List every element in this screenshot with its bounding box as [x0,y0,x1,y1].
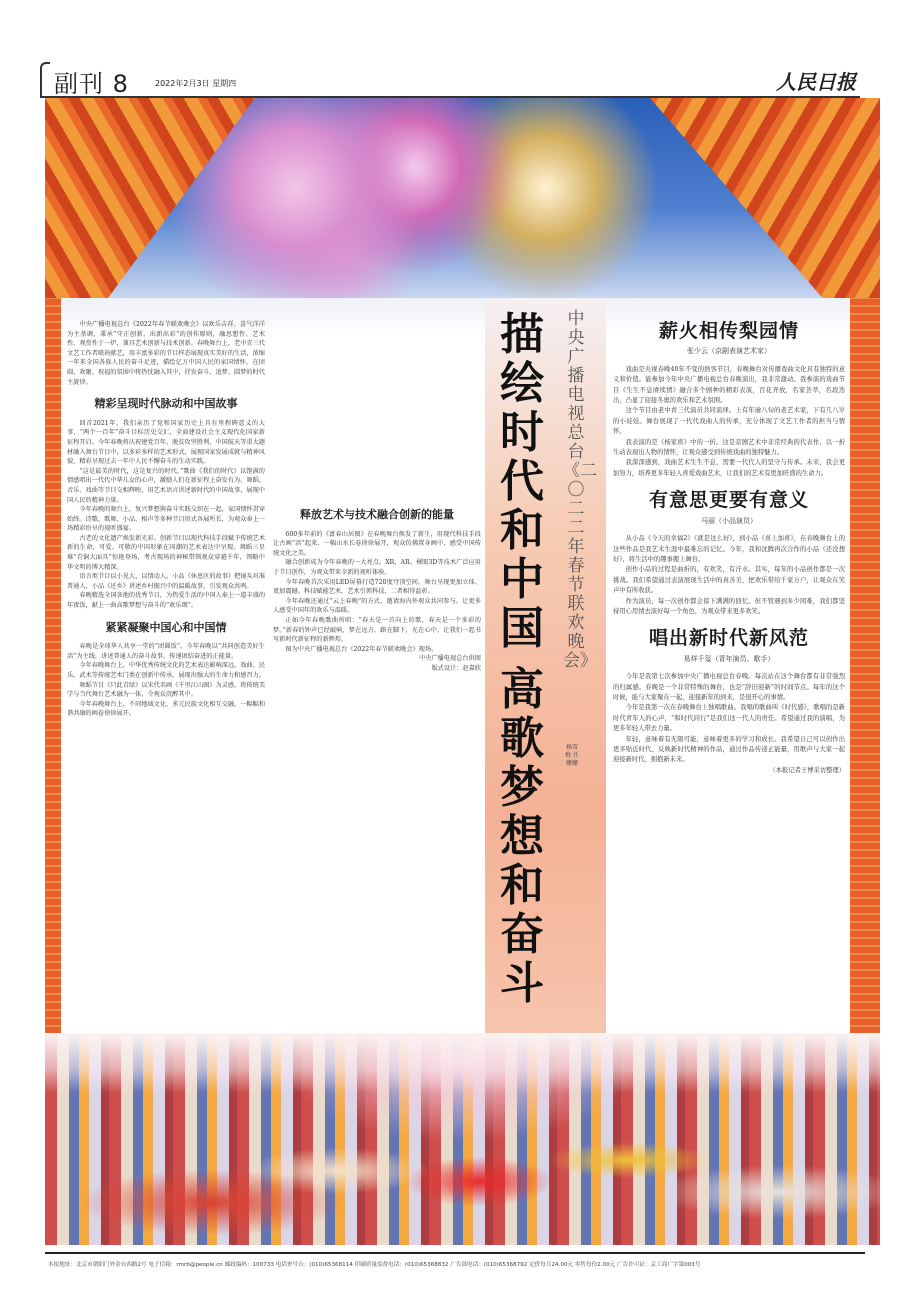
paragraph: 今年春晚舞台上，中华优秀传统文化的艺术表达影响深远。戏曲、民乐、武术等传统艺术门类在创新中传承，展现出强大的生命力和感召力。 [67,662,266,679]
section-name [54,64,129,99]
paragraph: 年轻，意味着有无限可能，意味着更多的学习和成长。我希望自己可以创作出更多贴近时代、反映新时代精神的作品，通过作品传递正能量，用歌声与大家一起迎接新时代、拥抱新未来。 [613,735,845,764]
essay-author-2: 马丽（小品演员） [701,516,757,525]
section-heading-3: 释放艺术与技术融合创新的能量 [300,508,454,521]
paragraph: “这是最美的时代，这是复兴的时代。”歌曲《我们的时代》以饱满的情感唱出一代代中华儿女的心声，激励人们在新征程上奋发有为。舞蹈、音乐、戏曲等节目交相辉映，用艺术语言讲述新时代的中国故事，展现中国人民的精神力量。 [67,467,265,504]
article-area [61,298,850,1033]
paragraph: 古老的文化遗产焕发新光彩。创新节目以现代科技手段赋予传统艺术新的生命，可爱、可敬的中国形象在国潮的艺术表达中呈现。舞蹈三星堆“青铜大面具”惊艳登场，考古现场的神秘带领观众穿越千年，领略中华文明的博大精深。 [67,534,266,571]
paragraph: 正如今年春晚歌曲所唱：“春天是一首向上的歌，春天是一个多彩的梦。”新春的钟声已经敲响，梦在远方，路在脚下，光在心中，让我们一起书写新时代新征程的新辉煌。 [273,616,481,644]
article-column-1 [67,320,265,719]
paragraph: 回首2021年，我们亲历了党和国家历史上具有里程碑意义的大事，“两个一百年”奋斗目标历史交汇，全面建设社会主义现代化国家新征程开启。今年春晚将庆祝建党百年、脱贫攻坚胜利、中国航天等重大题材融入舞台节目中，以多彩多样的艺术形式，展现国家发展成就与精神风貌，精彩呈现过去一年中人民不懈奋斗的生动实践。 [67,419,265,466]
paragraph: 创作小品的过程是曲折的，有欢笑，有汗水。其实，每年的小品创作都是一次挑战。我们希望通过表演展现生活中的真善美，把欢乐带给千家万户，让观众在笑声中有所收获。 [613,566,845,595]
paragraph: 舞蹈节目《只此青绿》以宋代名画《千里江山图》为灵感，将传统美学与当代舞台艺术融为一体，令观众沉醉其中。 [67,681,266,699]
paragraph: 这个节目由老中青三代演员共同演绎。上有年逾八旬的老艺术家，下有几八岁的小娃娃。舞台展现了一代代戏曲人的传承，充分体现了文艺工作者的担当与情怀。 [613,407,845,436]
masthead-logo: 人民日报 [776,70,856,94]
essay-title-2: 有意思更要有意义 [648,489,809,512]
article-column-2 [273,320,481,674]
section-heading-2: 紧紧凝聚中国心和中国情 [105,620,227,634]
footer-rule [45,1252,865,1254]
essay-title-1: 薪火相传梨园情 [658,320,799,342]
header-bracket [40,62,50,98]
paragraph: 600多年前的《富春山居图》在春晚舞台焕发了新生，用现代科技手段让古画“活”起来，一幅山水长卷徐徐展开，观众仿佛置身画中，感受中国传统文化之美。 [273,530,481,557]
paragraph: 语言类节目以小见大，以情动人。小品《休息区的故事》把镜头对准普通人，小品《还乡》讲述乡村振兴中的温暖故事，引发观众共鸣。 [67,573,266,590]
headline-part-2: 高歌梦想和奋斗 [500,664,544,1009]
stage-arch-left [45,98,255,298]
headline-part-1: 描绘时代和中国 [500,309,544,654]
headline-band [485,298,606,1033]
paragraph: 今年春晚还通过“云上春晚”的方式，邀请海内外观众共同参与，让更多人感受中国年的欢乐与温暖。 [273,597,481,615]
design-credit: 版式设计：赵嘉欣 [431,664,481,672]
page-number: 8 [112,70,129,98]
section-heading-1: 精彩呈现时代脉动和中国故事 [94,397,238,411]
sub-headline: 中央广播电视总台《二〇二二年春节联欢晚会》 [563,309,597,671]
section-label: 副刊 [54,70,104,98]
essays-column [613,320,845,776]
essay-author-1: 张少云（京剧表演艺术家） [687,347,771,356]
issue-date: 2022年2月3日 星期四 [155,79,237,88]
stage-arch-right [650,98,880,298]
paragraph: 从小品《今天的幸福2》《就是这么好》，到小品《喜上加喜》，在春晚舞台上的这些作品是我艺术生涯中最难忘的记忆。今年，我和沈腾再次合作的小品《还没想好》，将生活中的趣事搬上舞台。 [613,535,845,563]
reporter-credit: （本报记者王博采访整理） [769,766,845,774]
paragraph: 今年是我第七次参加中央广播电视总台春晚。每次站在这个舞台都有非常强烈的归属感。春晚是一个非常特殊的舞台，也是“辞旧迎新”的时间节点。每年的这个时候，能与大家聚在一起，迎接新年的到来，是很开心的事情。 [613,673,845,701]
lead-paragraph: 中央广播电视总台《2022年春节联欢晚会》以欢乐吉祥、喜气洋洋为主基调，秉承“守正创新、出新出彩”的创作原则，融思想性、艺术性、观赏性于一炉，兼具艺术创新与技术创新。春晚舞台上，老中青三代文艺工作者联袂献艺，用丰富多彩的节目样态展现真实美好的生活，浓缩一年来全国各族人民的奋斗足迹，描绘亿万中国人民的家国情怀，在团圆、欢聚、祝福的氛围中将热忱融入其中，抒发奋斗、追梦、圆梦的时代主旋律。 [67,321,265,386]
paragraph: 今年是我第一次在春晚舞台上独唱歌曲。我唱的歌曲叫《时代感》，歌唱的是新时代青年人的心声，“和时代同行”是我们这一代人的责任。希望通过我的演唱，为更多年轻人带去力量。 [613,704,845,733]
page-header [40,62,860,98]
photo-fade [45,1033,880,1093]
decorative-border-right [850,298,880,1033]
gala-performers-photo [45,1033,880,1245]
fireworks-photo [45,98,880,298]
paragraph: 今年春晚首次采用LED屏幕打造720度穹顶空间，舞台呈现更加立体、更加震撼。科技赋能艺术，艺术引领科技，二者相得益彰。 [273,578,481,596]
photo-credit: 中央广播电视总台供图 [419,655,481,663]
paragraph: 作为演员，每一次创作都会留下满满的回忆。但不管遇到多少困难，我们都坚持用心用情去演好每一个角色，为观众带来更多欢笑。 [613,597,845,615]
paragraph: 我深深感到，戏曲艺术生生不息，需要一代代人的坚守与传承。未来，我会更加努力，培养更多年轻人喜爱戏曲艺术，让我们的艺术有更加旺盛的生命力。 [613,459,845,477]
essay-author-3: 易烊千玺（青年演员、歌手） [683,654,775,663]
paragraph: 戏曲是央视春晚40年不变的熟客节目，春晚舞台对传播戏曲文化具有独特的意义和价值。能参加今年中央广播电视总台春晚演出，我非常激动。我参演的戏曲节目《生生不息赓续情》融合多个剧种的精彩表演，百花齐放，名家荟萃，名段迭出，凸显了迎接冬奥的欢乐和艺术氛围。 [613,365,845,405]
footer-info: 本报地址：北京市朝阳门外金台西路2号 电子信箱：rmrb@people.cn 邮政编码：100733 电话查号台：(010)65368114 印刷质量监督电话：(010)65368832 广告部电话：(010)65368792 定价每月24.00元 零售每份2.00元 广告许可证：京工商广字第003号 [48,1262,701,1268]
paragraph: 春晚精选全国各地的优秀节目，为热爱生活的中国人奉上一道丰盛的年夜饭，献上一曲高歌梦想与奋斗的“欢乐颂”。 [67,592,266,610]
paragraph: 我表演的是《杨家将》中的一折。这是京剧艺术中非常经典的代表作，以一折生动表现出人物的情怀，让观众感受到传统戏曲的独特魅力。 [613,438,845,457]
paragraph: 融合创新成为今年春晚的一大亮点。XR、AR、裸眼3D等技术广泛应用于节目创作，为观众带来全新的视听体验。 [273,559,481,576]
byline: 杨雪梅 任姗姗 [565,744,579,767]
main-headline [491,310,553,1008]
paragraph: 今年春晚的舞台上，复兴梦想與奋斗实践交织在一起，家国情怀贯穿始终。诗歌、歌舞、小品、相声等多种节目形式各展所长，为观众奉上一场精彩纷呈的视听盛宴。 [67,506,266,533]
decorative-border-left [45,298,61,1033]
paragraph: 今年春晚舞台上，不同地域文化、多元民族文化相互交融，一幅幅和谐共融的画卷徐徐展开。 [67,700,266,718]
essay-title-3: 唱出新时代新风范 [648,627,809,650]
photo-note: 图为中央广播电视总台《2022年春节联欢晚会》现场。 [285,645,438,653]
paragraph: 春晚是全球华人共享一堂的“团圆饭”。今年春晚以“共同创造美好生活”为主线，讲述普通人的奋斗故事，传递团结奋进的正能量。 [67,643,265,660]
